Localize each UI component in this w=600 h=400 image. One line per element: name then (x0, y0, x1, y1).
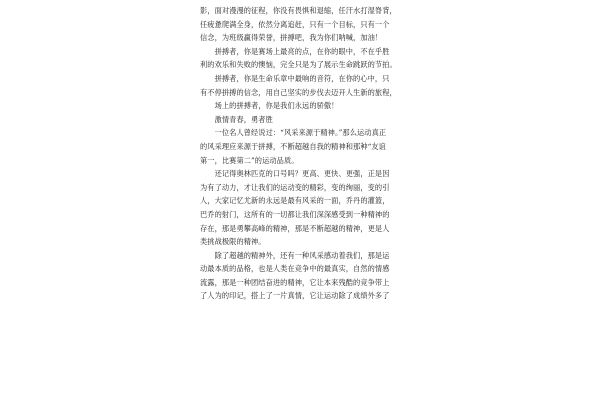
text-line: 场上的拼搏者，你是我们永远的骄傲！ (200, 101, 339, 111)
text-line: 拼搏者，你是赛场上最亮的点，在你的眼中，不在乎胜 (200, 46, 390, 56)
text-line: 类挑战极限的精神。 (200, 237, 266, 247)
section-heading: 激情青春，勇者胜 (200, 114, 273, 124)
text-line: 还记得奥林匹克的口号吗？更高、更快、更强，正是因 (200, 169, 390, 179)
text-line: 了人为的印记，搭上了一片真情，它让运动除了成绩外多了 (200, 291, 390, 301)
text-line: 一位名人曾经说过：“风采来源于精神。”那么运动真正 (200, 128, 387, 138)
text-line: 存在，那是勇攀高峰的精神，那是不断超越的精神，更是人 (200, 223, 390, 233)
text-line: 利的欢乐和失败的懊恼，完全只是为了展示生命跳跃的节拍。 (200, 60, 397, 70)
text-line: 为有了动力，才让我们的运动变的精彩，变的绚丽，变的引 (200, 182, 390, 192)
text-line: 有不停拼搏的信念，用自己坚实的步伐去迈开人生新的旅程， (200, 87, 397, 97)
text-line: 动最本质的品格，也是人类在竞争中的最真实，自然的情感 (200, 264, 390, 274)
body-text (200, 4, 405, 303)
text-line: 信念，为班级赢得荣誉，拼搏吧，我为你们呐喊，加油！ (200, 33, 383, 43)
text-line: 第一，比赛第二”的运动品质。 (200, 155, 299, 165)
text-line: 任疲惫爬满全身，依然分离追赶，只有一个目标，只有一个 (200, 19, 390, 29)
text-line: 巴乔的射门，这所有的一切都让我们深深感受到一种精神的 (200, 209, 390, 219)
text-line: 影，面对漫漫的征程，你没有畏惧和退缩，任汗水打湿脊背， (200, 6, 397, 15)
text-line: 人，大家记忆尤新的永远是最有风采的一面，乔丹的灌篮， (200, 196, 390, 206)
text-line: 拼搏者，你是生命乐章中最响的音符，在你的心中，只 (200, 73, 390, 83)
text-line: 流露，那是一种团结奋进的精神，它让本来残酷的竞争带上 (200, 277, 390, 287)
text-line: 的风采理应来源于拼搏，不断超越自我的精神和那种“友谊 (200, 141, 386, 151)
text-line: 除了超越的精神外，还有一种风采感动着我们，那是运 (200, 250, 390, 260)
